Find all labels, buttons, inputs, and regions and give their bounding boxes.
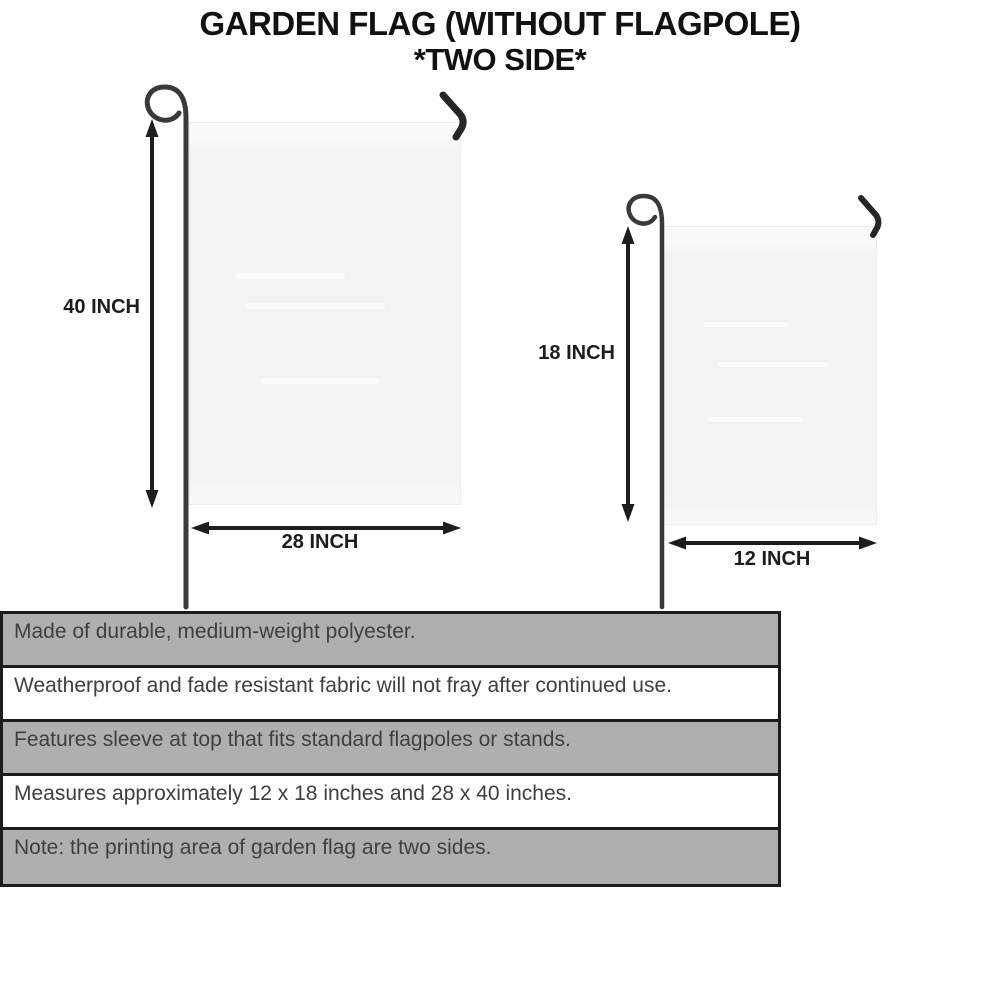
large-height-arrow xyxy=(146,119,159,508)
feature-row: Made of durable, medium-weight polyester. xyxy=(3,614,778,668)
title-line-2: *TWO SIDE* xyxy=(413,42,587,78)
small-flag-height-label: 18 INCH xyxy=(538,342,615,364)
feature-row: Features sleeve at top that fits standard flagpoles or stands. xyxy=(3,722,778,776)
small-flagpole-icon xyxy=(629,196,662,607)
small-flag-width-label: 12 INCH xyxy=(733,548,811,570)
feature-row: Measures approximately 12 x 18 inches and 28 x 40 inches. xyxy=(3,776,778,830)
large-flag-height-label: 40 INCH xyxy=(63,296,140,318)
feature-row: Weatherproof and fade resistant fabric will not fray after continued use. xyxy=(3,668,778,722)
small-hanger-hook-icon xyxy=(861,198,878,235)
feature-row: Note: the printing area of garden flag are two sides. xyxy=(3,830,778,884)
small-height-arrow xyxy=(622,226,635,522)
title-line-1: GARDEN FLAG (WITHOUT FLAGPOLE) xyxy=(199,5,801,42)
large-hanger-hook-icon xyxy=(443,95,463,137)
features-table xyxy=(0,611,781,887)
large-flag-width-label: 28 INCH xyxy=(281,531,359,553)
